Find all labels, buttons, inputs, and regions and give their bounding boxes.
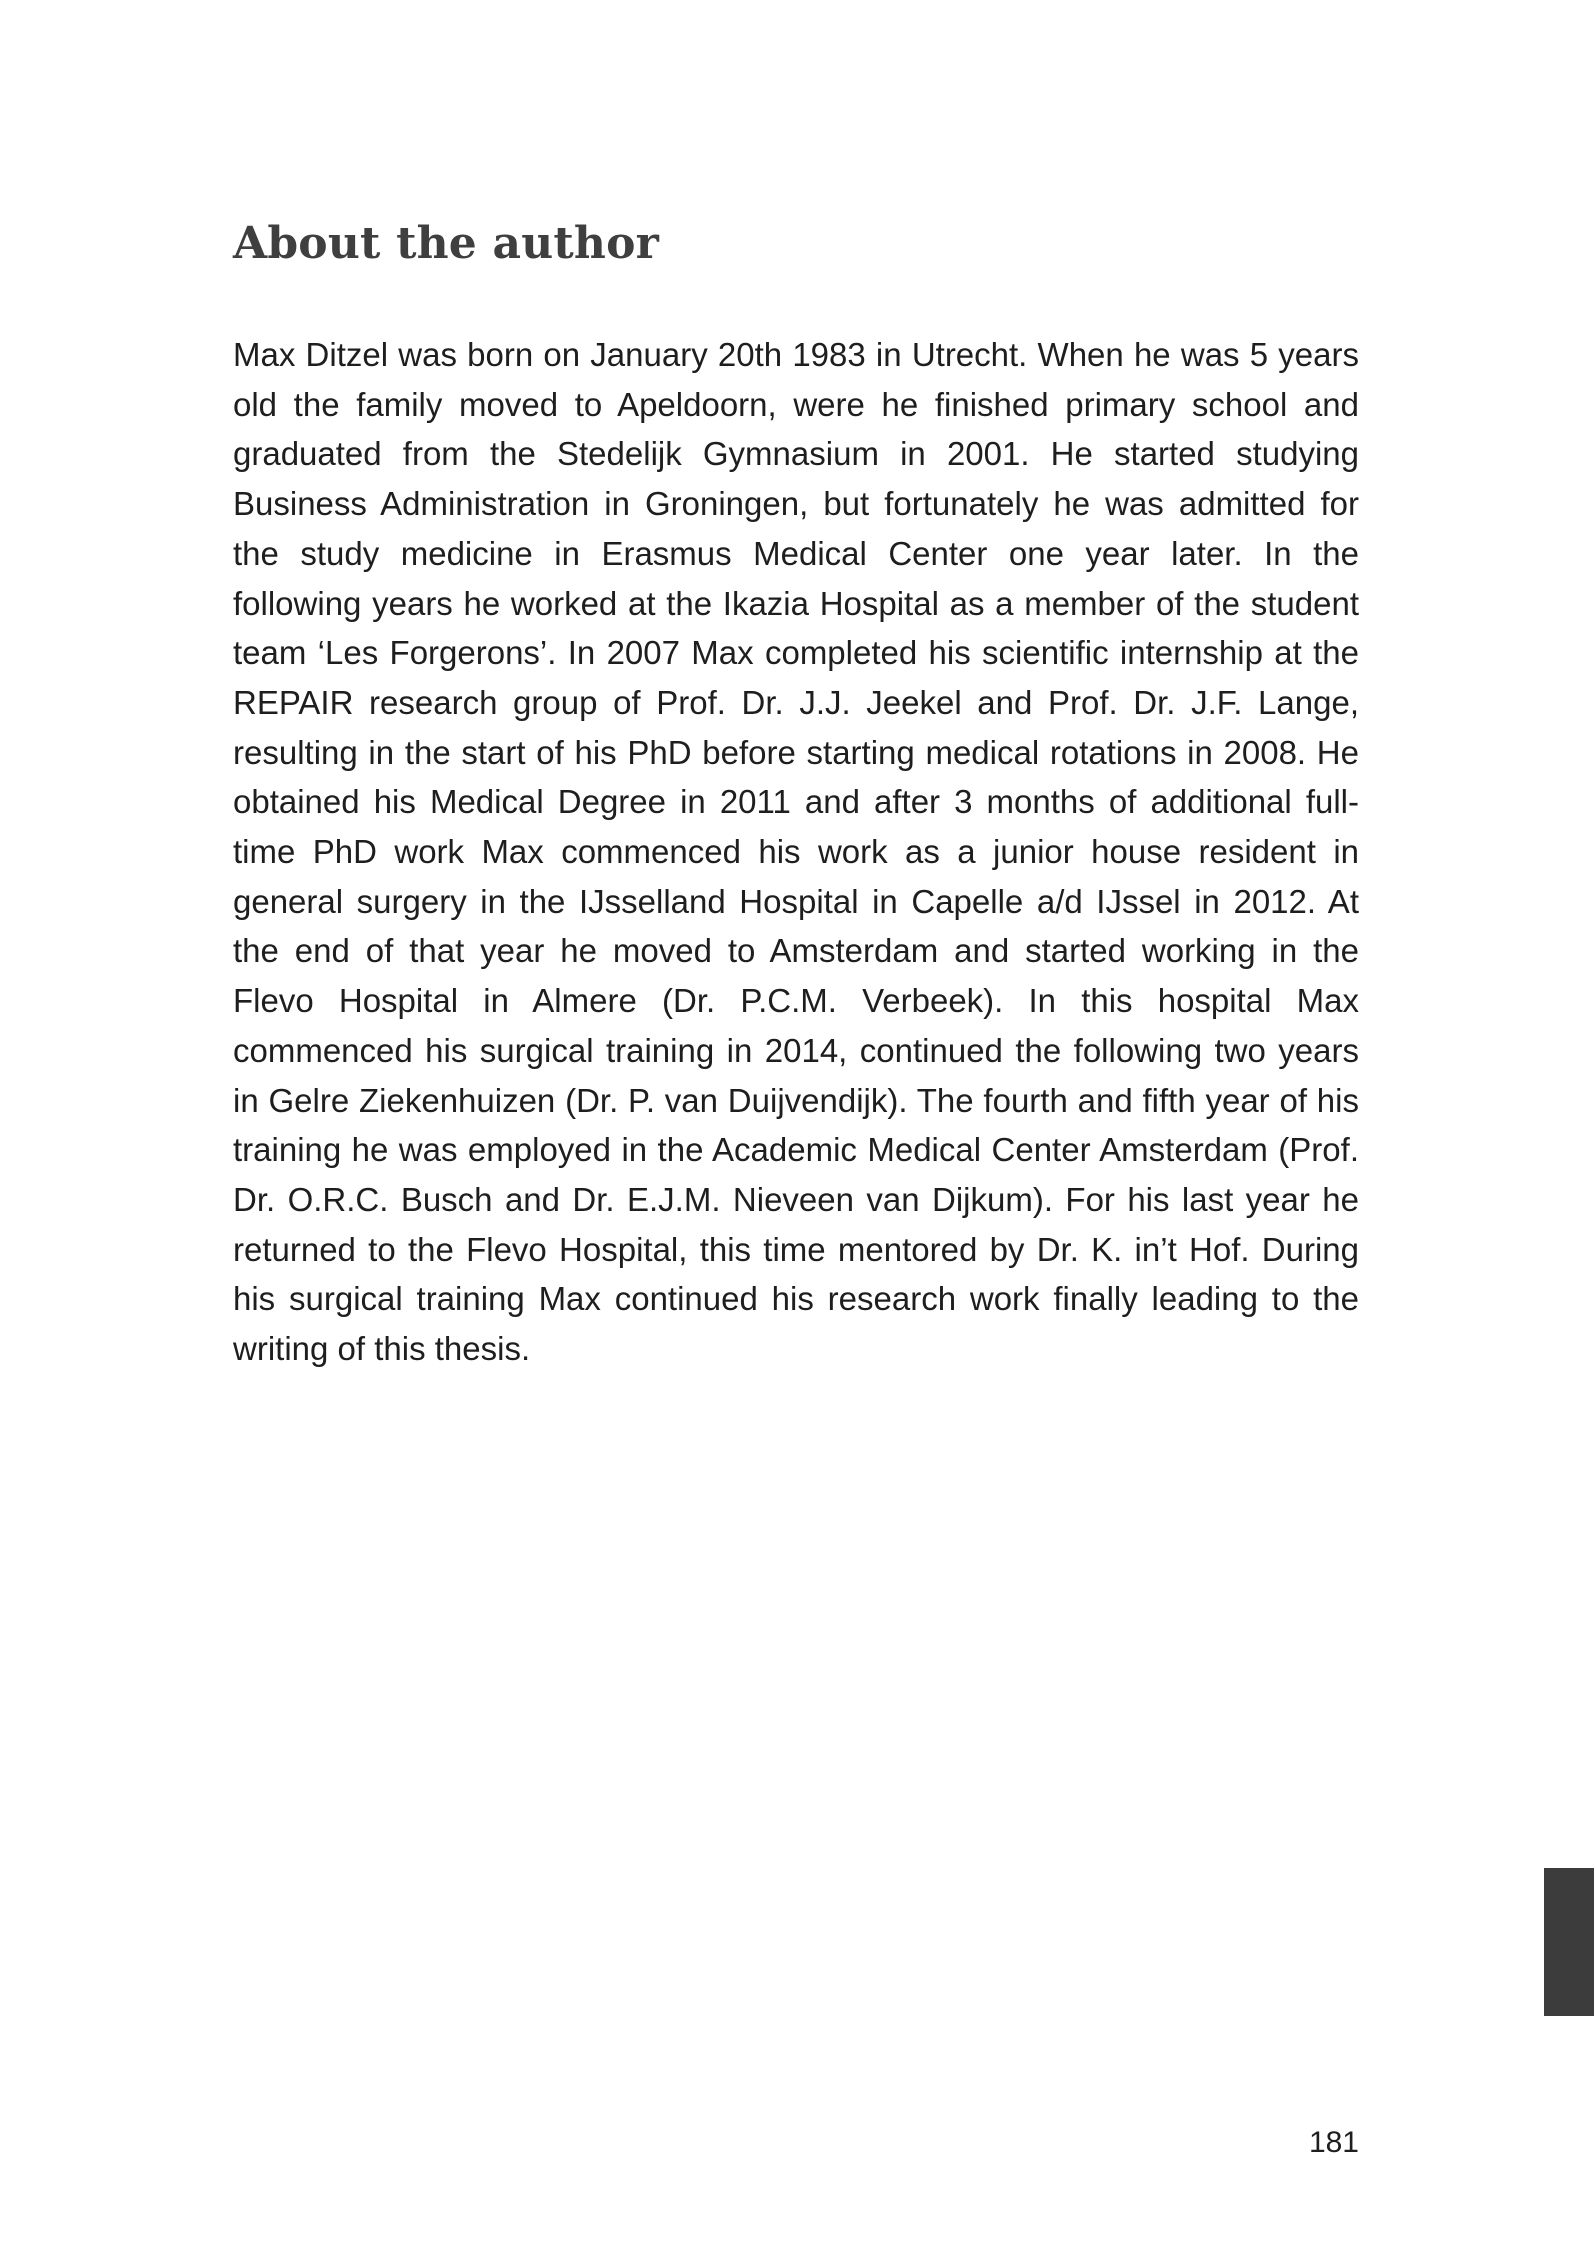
chapter-thumb-tab — [1544, 1868, 1594, 2016]
author-biography-paragraph: Max Ditzel was born on January 20th 1983 in Utrecht. When he was 5 years old the family moved to Apeldoorn, were he finished primary school and graduated from the Stedelijk Gymnasium in 2001. He started studying Business Administration in Groningen, but fortunately he was admitted for the study medicine in Erasmus Medical Center one year later. In the following years he worked at the Ikazia Hospital as a member of the student team ‘Les Forgerons’. In 2007 Max completed his scientific internship at the REPAIR research group of Prof. Dr. J.J. Jeekel and Prof. Dr. J.F. Lange, resulting in the start of his PhD before starting medical rotations in 2008. He obtained his Medical Degree in 2011 and after 3 months of additional full-time PhD work Max commenced his work as a junior house resident in general surgery in the IJsselland Hospital in Capelle a/d IJssel in 2012. At the end of that year he moved to Amsterdam and started working in the Flevo Hospital in Almere (Dr. P.C.M. Verbeek). In this hospital Max commenced his surgical training in 2014, continued the following two years in Gelre Ziekenhuizen (Dr. P. van Duijvendijk). The fourth and fifth year of his training he was employed in the Academic Medical Center Amsterdam (Prof. Dr. O.R.C. Busch and Dr. E.J.M. Nieveen van Dijkum). For his last year he returned to the Flevo Hospital, this time mentored by Dr. K. in’t Hof. During his surgical training Max continued his research work finally leading to the writing of this thesis. — [233, 336, 1359, 1368]
page-number: 181 — [1308, 2126, 1359, 2159]
page-heading: About the author — [233, 218, 660, 269]
